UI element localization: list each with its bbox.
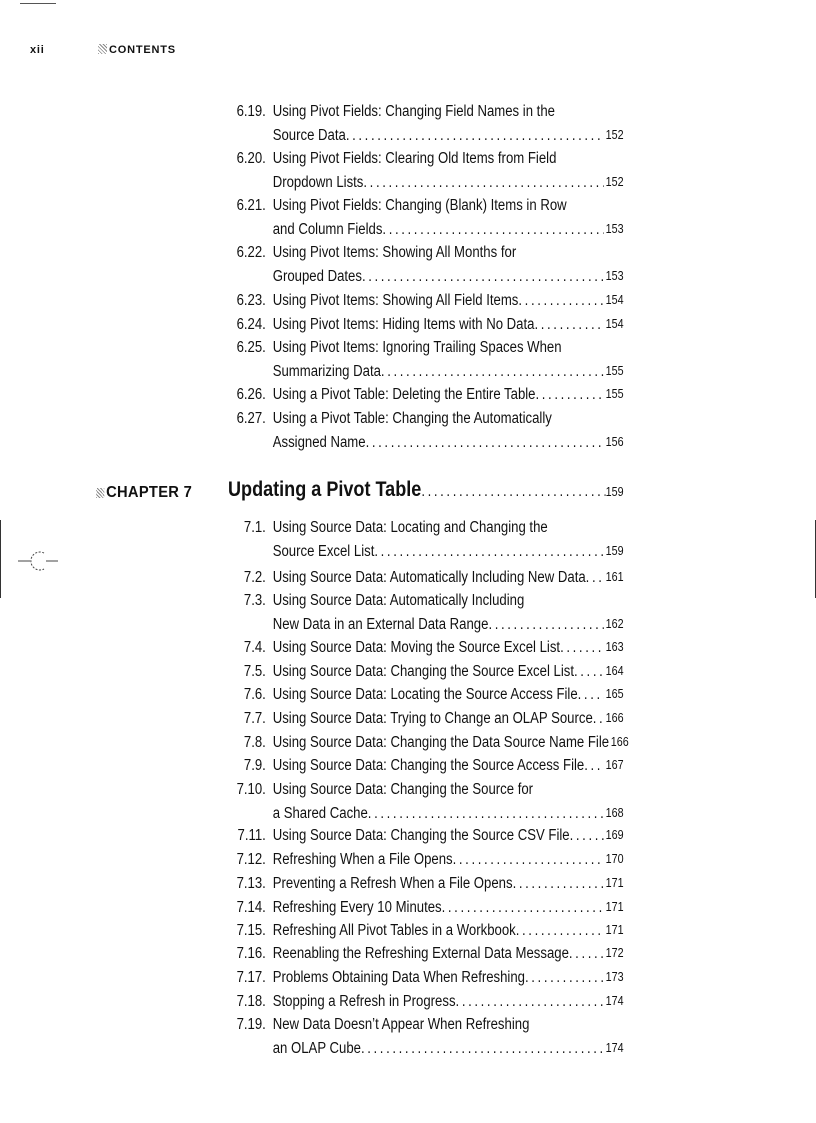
entry-leader-row bbox=[273, 540, 624, 564]
entry-title-continuation: New Data in an External Data Range bbox=[272, 615, 489, 633]
entry-number: 7.17. bbox=[236, 969, 266, 986]
entry-page-number: 172 bbox=[605, 946, 624, 960]
entry-page-number: 171 bbox=[605, 876, 624, 890]
entry-title-continuation: Grouped Dates bbox=[272, 267, 362, 285]
entry-number: 7.18. bbox=[236, 993, 266, 1010]
entry-page-number: 152 bbox=[605, 127, 624, 142]
entry-page-number: 165 bbox=[605, 687, 624, 701]
entry-number: 7.12. bbox=[236, 851, 266, 868]
entry-title-line: Using Pivot Items: Showing All Months for bbox=[272, 244, 517, 261]
entry-title: Reenabling the Refreshing External Data Message bbox=[272, 945, 569, 962]
dot-leader bbox=[513, 872, 604, 896]
hatch-bullet-icon bbox=[96, 488, 104, 498]
entry-number: 6.24. bbox=[236, 316, 266, 333]
entry-page-number: 156 bbox=[605, 434, 624, 449]
toc-entry bbox=[228, 824, 624, 848]
toc-entry bbox=[228, 919, 624, 943]
entry-number: 7.19. bbox=[236, 1016, 266, 1033]
toc-entry bbox=[228, 731, 629, 755]
toc-entry bbox=[228, 660, 624, 684]
margin-line-left bbox=[0, 520, 1, 598]
registration-mark-icon bbox=[18, 548, 58, 578]
dot-leader bbox=[586, 566, 604, 590]
entry-page-number: 171 bbox=[605, 900, 624, 914]
entry-title: Using Source Data: Changing the Source Excel List bbox=[272, 663, 575, 680]
entry-leader-row bbox=[273, 896, 624, 920]
running-head bbox=[30, 44, 176, 56]
entry-leader-row bbox=[273, 636, 624, 660]
entry-title-continuation: and Column Fields bbox=[272, 220, 383, 238]
dot-leader bbox=[593, 707, 604, 731]
running-head-title: CONTENTS bbox=[109, 44, 176, 56]
entry-number: 7.9. bbox=[243, 757, 266, 774]
entry-leader-row bbox=[273, 171, 624, 195]
hatch-bullet-icon bbox=[98, 44, 107, 54]
entry-leader-row bbox=[273, 289, 624, 313]
entry-page-number: 163 bbox=[605, 640, 624, 654]
dot-leader bbox=[584, 754, 604, 778]
entry-title-continuation: a Shared Cache bbox=[272, 804, 368, 822]
entry-number: 6.23. bbox=[236, 292, 266, 309]
entry-leader-row bbox=[273, 566, 624, 590]
entry-page-number: 155 bbox=[605, 363, 624, 378]
entry-number: 7.6. bbox=[243, 686, 266, 703]
entry-page-number: 174 bbox=[605, 994, 624, 1008]
toc-entry bbox=[228, 754, 624, 778]
toc-entry bbox=[228, 147, 624, 194]
entry-number: 6.26. bbox=[236, 386, 266, 403]
entry-leader-row bbox=[273, 660, 624, 684]
entry-page-number: 166 bbox=[605, 711, 624, 725]
entry-number: 7.11. bbox=[237, 827, 266, 844]
dot-leader bbox=[488, 613, 603, 637]
toc-entry bbox=[228, 336, 624, 383]
toc-entry bbox=[228, 589, 624, 636]
entry-title-line: Using Source Data: Automatically Including bbox=[272, 592, 525, 609]
entry-number: 7.13. bbox=[236, 875, 266, 892]
entry-leader-row bbox=[273, 942, 624, 966]
toc-entry bbox=[228, 194, 624, 241]
entry-page-number: 173 bbox=[605, 970, 624, 984]
entry-leader-row bbox=[273, 990, 624, 1014]
entry-page-number: 162 bbox=[605, 616, 624, 631]
entry-title-line: Using a Pivot Table: Changing the Automatically bbox=[272, 410, 552, 427]
entry-page-number: 164 bbox=[605, 664, 624, 678]
chapter-page-number: 159 bbox=[605, 485, 624, 499]
entry-leader-row bbox=[273, 431, 624, 455]
entry-number: 6.25. bbox=[236, 339, 266, 356]
entry-leader-row bbox=[273, 848, 624, 872]
entry-title: Stopping a Refresh in Progress bbox=[272, 993, 456, 1010]
toc-entry bbox=[228, 990, 624, 1014]
entry-page-number: 174 bbox=[605, 1040, 624, 1055]
dot-leader bbox=[534, 313, 603, 337]
page-number: xii bbox=[30, 44, 45, 56]
entry-page-number: 169 bbox=[605, 828, 624, 842]
dot-leader bbox=[574, 660, 604, 684]
entry-number: 6.20. bbox=[236, 150, 266, 167]
entry-title-line: New Data Doesn’t Appear When Refreshing bbox=[272, 1016, 530, 1033]
entry-leader-row bbox=[272, 731, 629, 755]
entry-title: Using Source Data: Trying to Change an OLAP Source bbox=[272, 710, 593, 727]
entry-title-line: Using Pivot Fields: Changing Field Names in the bbox=[272, 103, 555, 120]
entry-page-number: 171 bbox=[605, 923, 624, 937]
entry-leader-row bbox=[273, 683, 624, 707]
toc-entry bbox=[228, 966, 624, 990]
entry-title-continuation: Summarizing Data bbox=[272, 362, 381, 380]
entry-number: 6.19. bbox=[236, 103, 266, 120]
entry-page-number: 155 bbox=[605, 387, 624, 401]
toc-entry bbox=[228, 241, 624, 288]
entry-title: Using Source Data: Locating the Source Access File bbox=[272, 686, 578, 703]
entry-title: Refreshing Every 10 Minutes bbox=[272, 899, 442, 916]
dot-leader bbox=[456, 990, 604, 1014]
toc-entry bbox=[228, 566, 624, 590]
dot-leader bbox=[570, 824, 604, 848]
entry-number: 7.8. bbox=[243, 734, 266, 751]
dot-leader bbox=[362, 265, 604, 289]
dot-leader bbox=[578, 683, 604, 707]
entry-number: 7.10. bbox=[236, 781, 266, 798]
top-rule bbox=[20, 3, 56, 4]
entry-number: 6.21. bbox=[236, 197, 266, 214]
entry-number: 7.7. bbox=[243, 710, 266, 727]
entry-title-line: Using Pivot Items: Ignoring Trailing Spaces When bbox=[272, 339, 562, 356]
entry-leader-row bbox=[273, 872, 624, 896]
entry-title-continuation: Source Data bbox=[272, 126, 346, 144]
entry-leader-row bbox=[273, 613, 624, 637]
entry-number: 7.5. bbox=[243, 663, 266, 680]
entry-number: 7.2. bbox=[243, 569, 266, 586]
chapter-label: CHAPTER 7 bbox=[96, 484, 192, 502]
toc-entry bbox=[228, 848, 624, 872]
entry-leader-row bbox=[273, 218, 624, 242]
entry-page-number: 153 bbox=[605, 268, 624, 283]
entry-leader-row bbox=[273, 919, 624, 943]
toc-entry bbox=[228, 100, 624, 147]
entry-title: Refreshing All Pivot Tables in a Workbook bbox=[272, 922, 516, 939]
entry-title: Problems Obtaining Data When Refreshing bbox=[272, 969, 525, 986]
entry-number: 7.15. bbox=[236, 922, 266, 939]
dot-leader bbox=[518, 289, 604, 313]
dot-leader bbox=[453, 848, 604, 872]
toc-entry bbox=[228, 407, 624, 454]
chapter-title-row bbox=[228, 478, 624, 502]
entry-leader-row bbox=[273, 124, 624, 148]
entry-page-number: 159 bbox=[605, 543, 624, 558]
entry-number: 7.16. bbox=[236, 945, 266, 962]
entry-number: 6.27. bbox=[236, 410, 266, 427]
entry-leader-row bbox=[273, 383, 624, 407]
entry-number: 7.14. bbox=[236, 899, 266, 916]
toc-entry bbox=[228, 289, 624, 313]
entry-title-line: Using Pivot Fields: Clearing Old Items from Field bbox=[272, 150, 557, 167]
entry-page-number: 170 bbox=[605, 852, 624, 866]
entry-title: Preventing a Refresh When a File Opens bbox=[272, 875, 513, 892]
entry-page-number: 153 bbox=[605, 221, 624, 236]
entry-leader-row bbox=[273, 1037, 624, 1061]
dot-leader bbox=[363, 171, 604, 195]
toc-entry bbox=[228, 313, 624, 337]
dot-leader bbox=[381, 360, 604, 384]
entry-title-continuation: Dropdown Lists bbox=[272, 173, 364, 191]
dot-leader bbox=[525, 966, 604, 990]
entry-title-continuation: Source Excel List bbox=[272, 542, 375, 560]
entry-title-line: Using Source Data: Changing the Source for bbox=[272, 781, 534, 798]
dot-leader bbox=[368, 802, 604, 826]
entry-title: Using Source Data: Changing the Source CSV File bbox=[272, 827, 570, 844]
dot-leader bbox=[536, 383, 604, 407]
toc-entry bbox=[228, 942, 624, 966]
entry-title-line: Using Pivot Fields: Changing (Blank) Items in Row bbox=[272, 197, 567, 214]
entry-number: 7.1. bbox=[243, 519, 266, 536]
entry-title: Using Source Data: Automatically Including New Data bbox=[272, 569, 586, 586]
toc-entry bbox=[228, 636, 624, 660]
entry-title: Using Pivot Items: Showing All Field Items bbox=[272, 292, 519, 309]
toc-entry bbox=[228, 1013, 624, 1060]
entry-page-number: 152 bbox=[605, 174, 624, 189]
toc-entry bbox=[228, 516, 624, 563]
entry-title: Using a Pivot Table: Deleting the Entire Table bbox=[272, 386, 536, 403]
dot-leader bbox=[421, 483, 605, 501]
dot-leader bbox=[382, 218, 604, 242]
chapter-title: Updating a Pivot Table bbox=[228, 478, 422, 501]
toc-entry bbox=[228, 778, 624, 825]
dot-leader bbox=[442, 896, 604, 920]
entry-leader-row bbox=[273, 754, 624, 778]
dot-leader bbox=[366, 431, 604, 455]
entry-number: 6.22. bbox=[236, 244, 266, 261]
entry-page-number: 161 bbox=[605, 570, 624, 584]
dot-leader bbox=[346, 124, 604, 148]
entry-leader-row bbox=[273, 360, 624, 384]
dot-leader bbox=[361, 1037, 604, 1061]
entry-leader-row bbox=[273, 313, 624, 337]
entry-leader-row bbox=[273, 265, 624, 289]
entry-page-number: 168 bbox=[605, 805, 624, 820]
toc-entry bbox=[228, 683, 624, 707]
entry-title: Using Pivot Items: Hiding Items with No Data bbox=[272, 316, 535, 333]
entry-leader-row bbox=[273, 802, 624, 826]
entry-title-line: Using Source Data: Locating and Changing the bbox=[272, 519, 548, 536]
entry-number: 7.4. bbox=[243, 639, 266, 656]
toc-entry bbox=[228, 872, 624, 896]
dot-leader bbox=[516, 919, 604, 943]
entry-page-number: 154 bbox=[605, 293, 624, 307]
entry-page-number: 154 bbox=[605, 317, 624, 331]
entry-title: Using Source Data: Changing the Data Source Name File bbox=[272, 734, 610, 751]
entry-title-continuation: Assigned Name bbox=[272, 433, 366, 451]
entry-title: Refreshing When a File Opens bbox=[272, 851, 453, 868]
dot-leader bbox=[374, 540, 604, 564]
toc-entry bbox=[228, 383, 624, 407]
entry-title-continuation: an OLAP Cube bbox=[272, 1039, 361, 1057]
toc-entry bbox=[228, 707, 624, 731]
toc-entry bbox=[228, 896, 624, 920]
entry-page-number: 166 bbox=[610, 735, 629, 749]
entry-title: Using Source Data: Moving the Source Excel List bbox=[272, 639, 561, 656]
entry-leader-row bbox=[273, 824, 624, 848]
dot-leader bbox=[569, 942, 604, 966]
entry-title: Using Source Data: Changing the Source Access File bbox=[272, 757, 585, 774]
entry-page-number: 167 bbox=[605, 758, 624, 772]
entry-leader-row bbox=[273, 707, 624, 731]
dot-leader bbox=[560, 636, 604, 660]
entry-leader-row bbox=[273, 966, 624, 990]
entry-number: 7.3. bbox=[243, 592, 266, 609]
